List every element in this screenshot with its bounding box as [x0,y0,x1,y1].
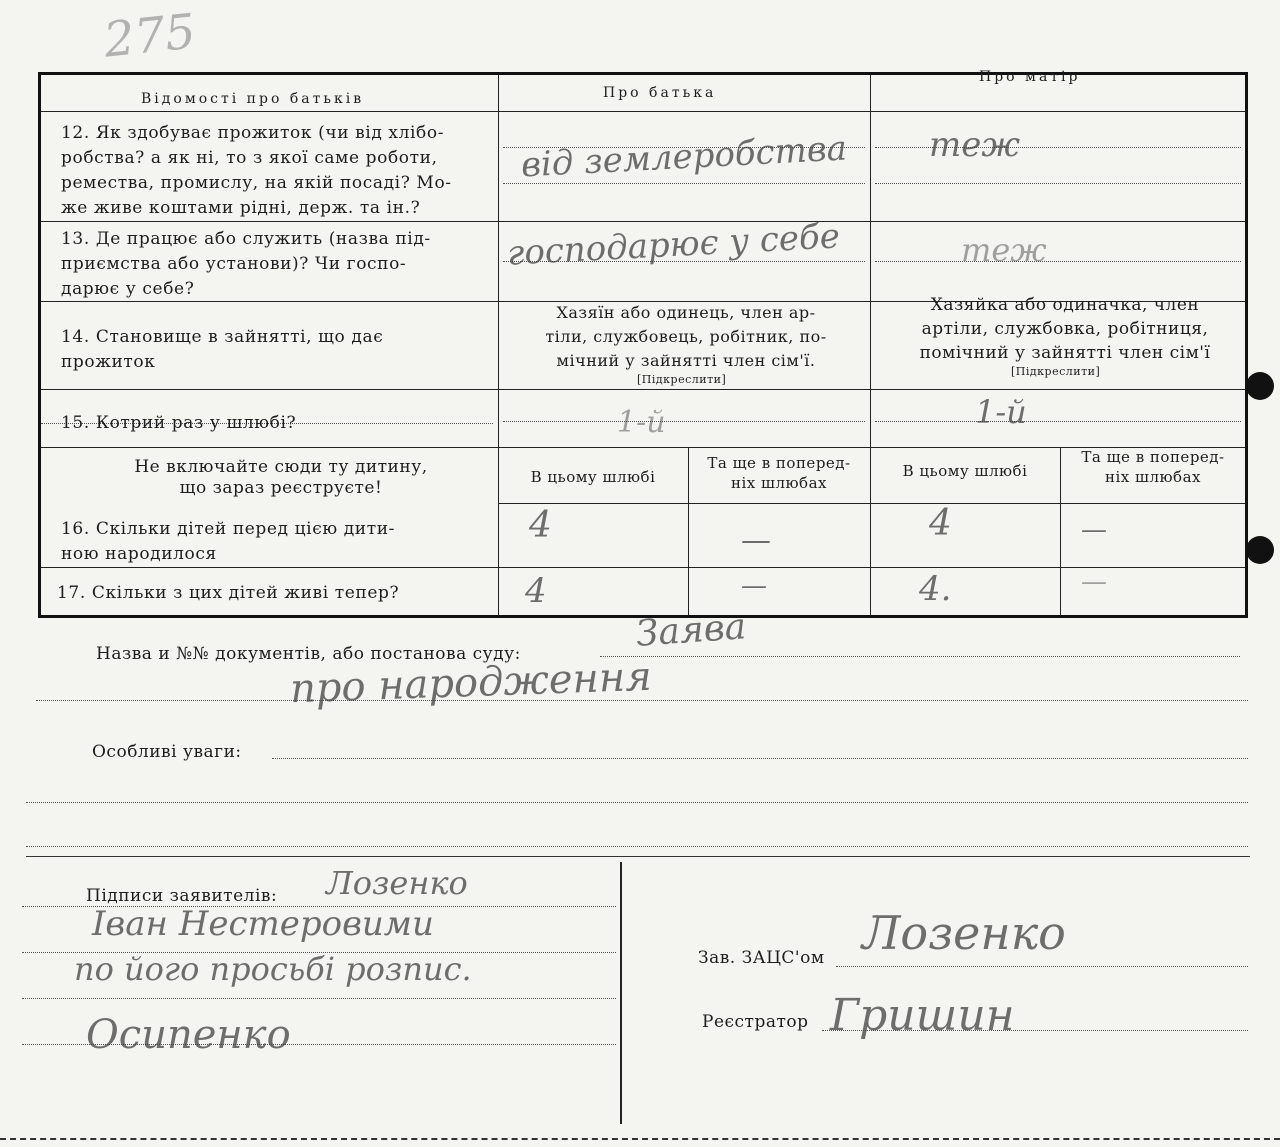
header-mother: Про матір [979,69,1081,85]
answer-16-mother-this: 4 [929,503,952,544]
answer-15-father: 1-й [617,405,666,440]
answer-16-mother-prev: — [1081,515,1107,545]
answer-16-father-this: 4 [529,505,552,546]
answer-12-father: від землеробства [520,128,848,186]
answer-17-father-this: 4 [525,571,547,611]
applicant-signature-1: Лозенко [326,864,468,902]
answer-13-mother: теж [961,231,1047,269]
answer-17-father-prev: — [741,571,767,601]
applicant-signature-3: по його просьбі розпис. [74,950,472,988]
father-previous-header: Та ще в поперед- ніх шлюбах [707,454,851,492]
mother-underline-note: [Підкреслити] [1011,365,1101,378]
mother-this-marriage-header: В цьому шлюбі [902,462,1028,480]
question-14: 14. Становище в зайнятті, що дає прожиток [61,327,384,372]
mother-occupation-options: Хазяйка або одиначка, член артіли, службовка, робітниця, помічний у зайнятті член сім'ї [919,295,1211,363]
mother-previous-header: Та ще в поперед- ніх шлюбах [1081,448,1225,486]
punch-hole-bottom [1246,536,1274,564]
page-number: 275 [101,3,199,69]
answer-17-mother-this: 4. [919,569,952,609]
header-info: Відомості про батьків [141,91,365,107]
head-label: Зав. ЗАЦС'ом [698,948,825,968]
question-12: 12. Як здобуває прожиток (чи від хлібо- робства? а як ні, то з якої саме роботи, ремества, промислу, на якій посаді? Мо- же живе коштами рідні, держ. та ін.? [61,123,452,218]
head-signature: Лозенко [862,906,1066,960]
father-occupation-options: Хазяїн або одинець, член ар- тіли, службовець, робітник, по- мічний у зайнятті член сім'ї. [545,303,827,370]
answer-12-mother: теж [929,125,1021,165]
answer-15-mother: 1-й [975,393,1027,431]
registrar-signature: Гришин [830,990,1015,1041]
documents-value-1: Заява [634,606,748,655]
documents-value-2: про народження [289,653,653,713]
registrar-label: Реєстратор [702,1012,809,1032]
father-underline-note: [Підкреслити] [637,373,727,386]
punch-hole-top [1246,372,1274,400]
header-father: Про батька [603,85,717,101]
answer-16-father-prev: — [741,523,771,558]
question-16: 16. Скільки дітей перед цією дити- ною народилося [61,519,396,564]
answer-13-father: господарює у себе [506,216,841,274]
documents-label: Назва и №№ документів, або постанова суду: [96,644,521,664]
children-note: Не включайте сюди ту дитину, що зараз реєструєте! [134,457,428,498]
question-17: 17. Скільки з цих дітей живі тепер? [57,583,400,603]
question-13: 13. Де працює або служить (назва під- приємства або установи)? Чи госпо- дарює у себе? [61,229,431,299]
applicant-signature-4: Осипенко [86,1012,291,1058]
remarks-label: Особливі уваги: [92,742,242,762]
question-15: 15. Котрий раз у шлюбі? [61,413,297,433]
applicants-label: Підписи заявителів: [86,886,278,906]
parents-info-table [38,69,1248,618]
father-this-marriage-header: В цьому шлюбі [530,468,656,486]
applicant-signature-2: Іван Нестеровими [92,904,434,944]
answer-17-mother-prev: — [1081,567,1107,597]
